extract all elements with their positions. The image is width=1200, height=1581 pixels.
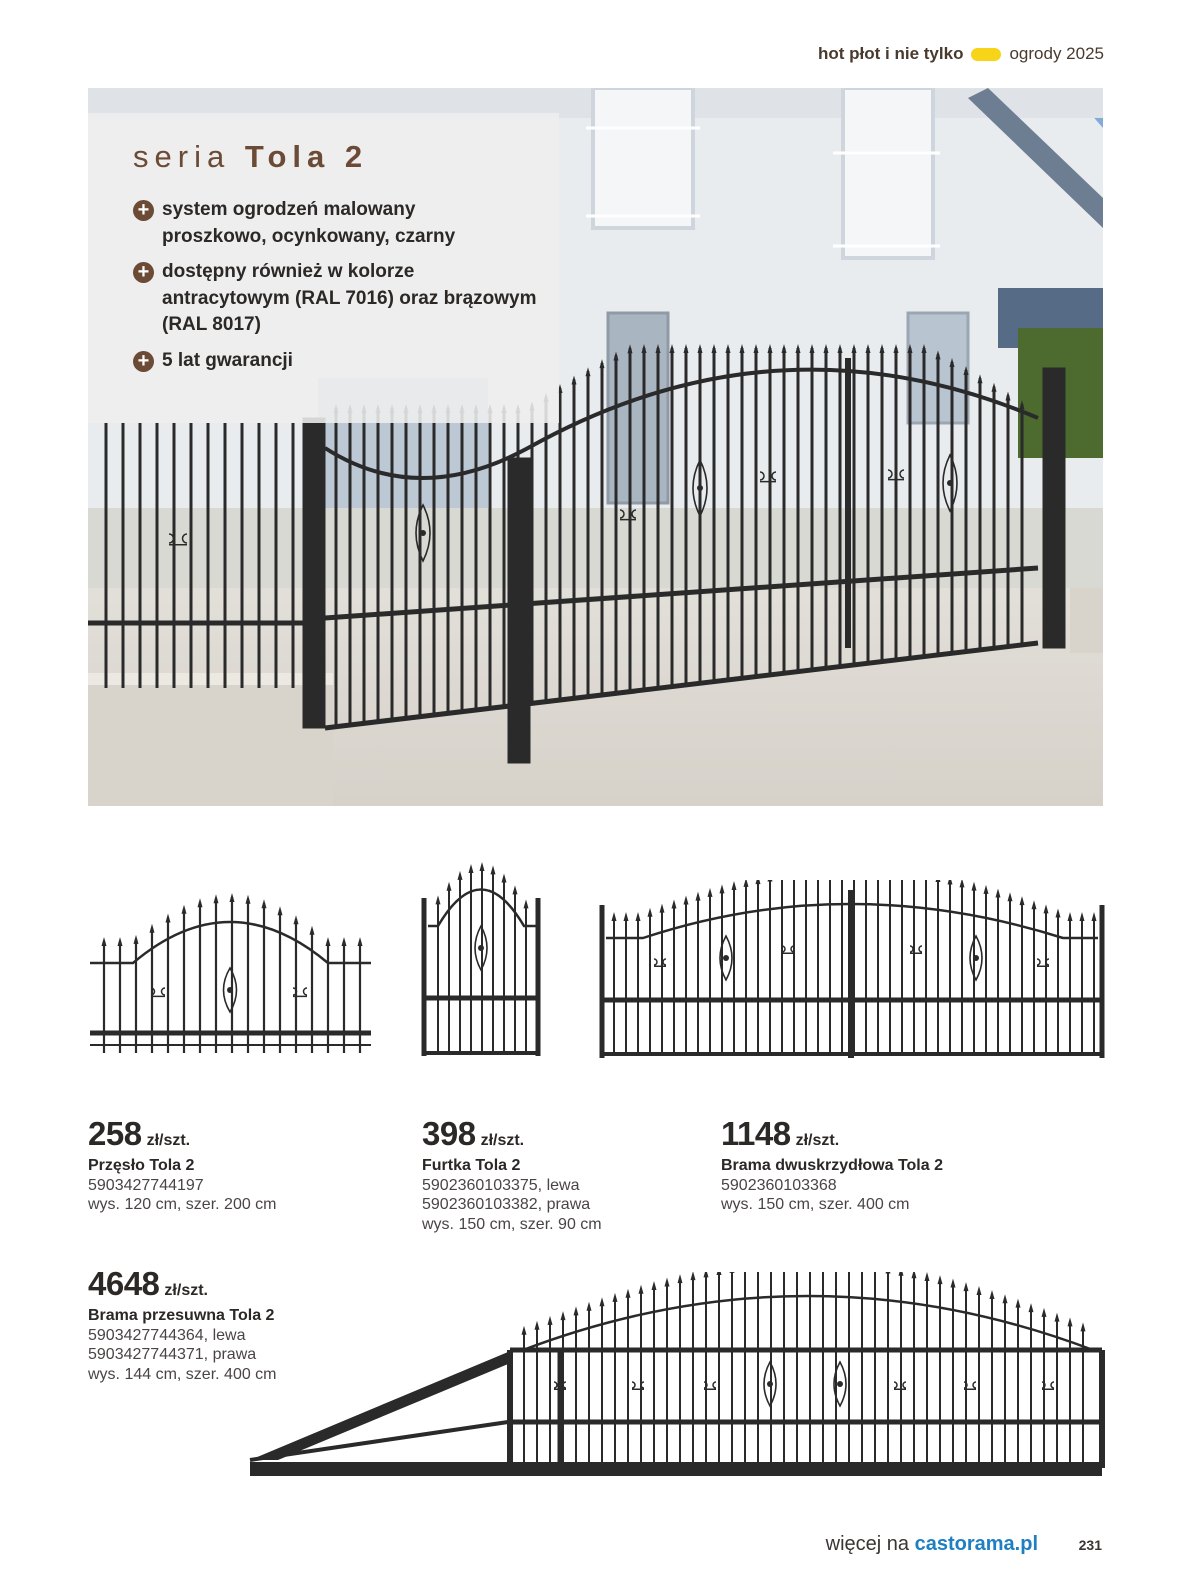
series-name: Tola 2 bbox=[244, 139, 369, 174]
product-name: Brama dwuskrzydłowa Tola 2 bbox=[721, 1157, 943, 1175]
feature-item bbox=[133, 348, 559, 375]
footer-more-text: więcej na bbox=[825, 1533, 910, 1555]
price-amount: 1148 bbox=[721, 1115, 791, 1152]
product-przeslo bbox=[88, 1114, 277, 1215]
page-header bbox=[818, 44, 1104, 64]
yellow-pill-icon bbox=[971, 48, 1001, 61]
product-detail: 5902360103375, lewa bbox=[422, 1176, 580, 1194]
feature-text: dostępny również w kolorze antracytowym (RAL 7016) oraz brązowym (RAL 8017) bbox=[162, 261, 537, 336]
plus-icon: + bbox=[133, 262, 154, 283]
feature-item bbox=[133, 259, 559, 339]
product-name: Furtka Tola 2 bbox=[422, 1157, 521, 1175]
feature-item bbox=[133, 197, 559, 250]
feature-text: 5 lat gwarancji bbox=[162, 349, 293, 371]
price-amount: 258 bbox=[88, 1115, 142, 1152]
site-link[interactable]: castorama.pl bbox=[914, 1533, 1038, 1555]
price-unit: zł/szt. bbox=[146, 1132, 191, 1149]
product-detail: 5902360103382, prawa bbox=[422, 1196, 591, 1214]
fence-panel-image bbox=[88, 885, 373, 1060]
price-amount: 398 bbox=[422, 1115, 476, 1152]
brand-tagline: hot płot i nie tylko bbox=[818, 44, 964, 63]
series-prefix: seria bbox=[133, 139, 231, 174]
plus-icon: + bbox=[133, 351, 154, 372]
plus-icon: + bbox=[133, 200, 154, 221]
product-detail: 5903427744197 bbox=[88, 1176, 204, 1194]
product-furtka bbox=[422, 1114, 602, 1234]
product-detail: wys. 144 cm, szer. 400 cm bbox=[88, 1365, 277, 1383]
price-unit: zł/szt. bbox=[795, 1132, 840, 1149]
catalog-name: ogrody 2025 bbox=[1009, 44, 1104, 63]
product-detail: 5903427744371, prawa bbox=[88, 1346, 257, 1364]
product-detail: wys. 120 cm, szer. 200 cm bbox=[88, 1196, 277, 1214]
footer-link[interactable] bbox=[826, 1533, 1038, 1556]
series-title bbox=[133, 139, 559, 175]
price-amount: 4648 bbox=[88, 1265, 160, 1302]
price-unit: zł/szt. bbox=[164, 1282, 208, 1299]
product-name: Brama przesuwna Tola 2 bbox=[88, 1307, 275, 1325]
product-name: Przęsło Tola 2 bbox=[88, 1157, 195, 1175]
product-detail: 5903427744364, lewa bbox=[88, 1326, 246, 1344]
product-detail: wys. 150 cm, szer. 400 cm bbox=[721, 1196, 910, 1214]
feature-text: system ogrodzeń malowany proszkowo, ocynkowany, czarny bbox=[162, 199, 456, 247]
page-number: 231 bbox=[1078, 1537, 1102, 1553]
product-brama-dwuskrzydlowa bbox=[721, 1114, 943, 1215]
sliding-gate-image bbox=[248, 1272, 1106, 1482]
product-brama-przesuwna bbox=[88, 1264, 277, 1384]
price-unit: zł/szt. bbox=[480, 1132, 525, 1149]
series-info-box bbox=[88, 113, 559, 423]
product-detail: wys. 150 cm, szer. 90 cm bbox=[422, 1215, 602, 1233]
product-detail: 5902360103368 bbox=[721, 1176, 837, 1194]
wicket-gate-image bbox=[418, 858, 548, 1058]
double-gate-image bbox=[598, 880, 1106, 1060]
